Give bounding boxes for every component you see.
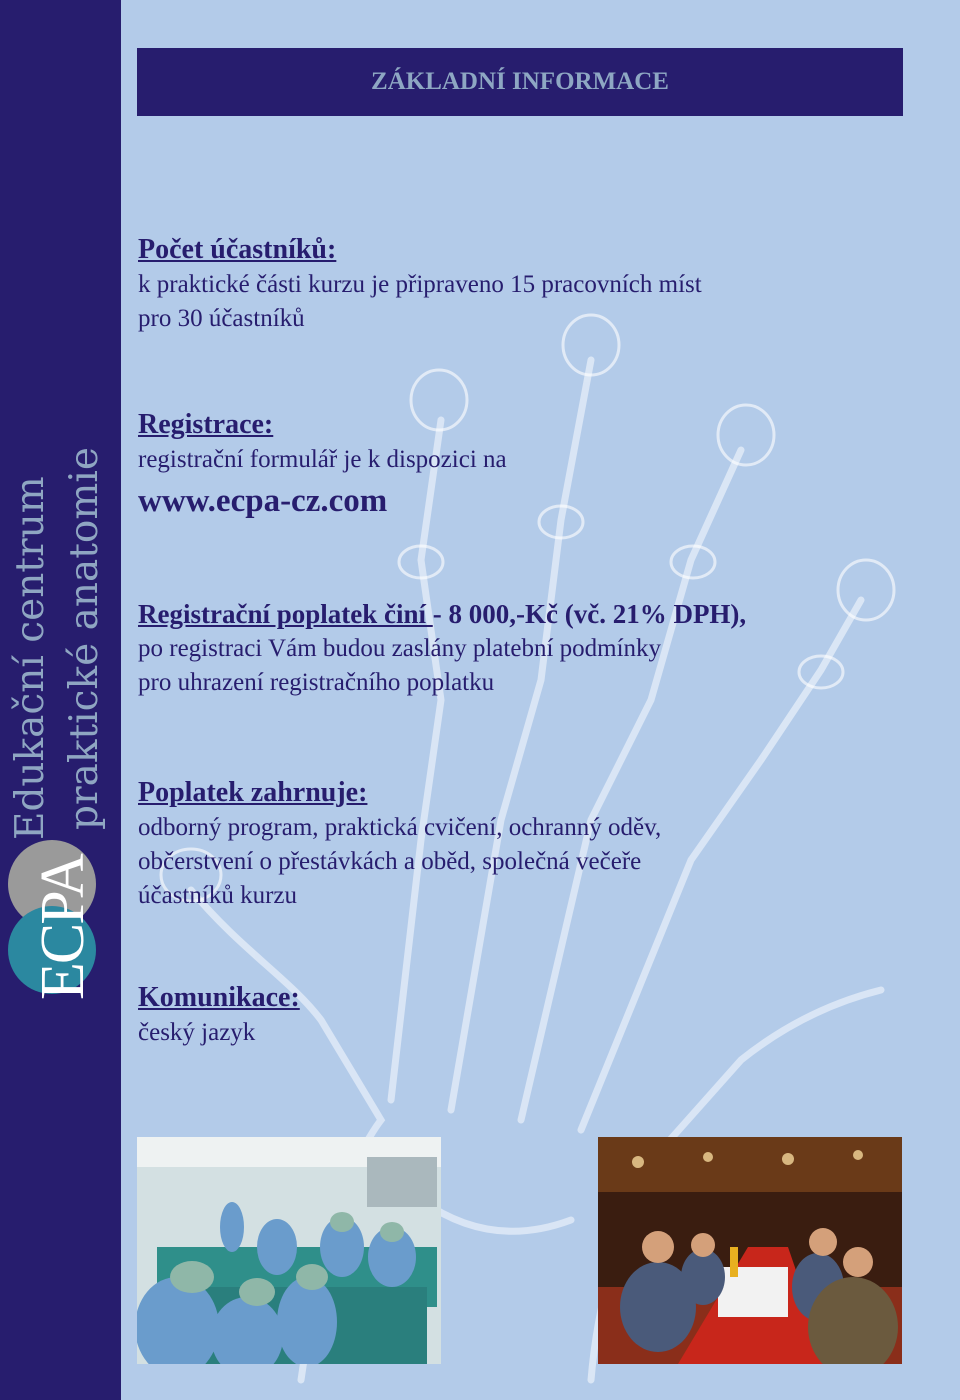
registration-line1: registrační formulář je k dispozici na bbox=[138, 446, 507, 473]
registration-url-link[interactable]: www.ecpa-cz.com bbox=[138, 483, 388, 519]
participants-section bbox=[138, 232, 702, 336]
header-bar bbox=[137, 48, 903, 116]
includes-line3: účastníků kurzu bbox=[138, 882, 297, 909]
includes-section bbox=[138, 775, 661, 913]
fee-section bbox=[138, 596, 746, 700]
communication-heading: Komunikace: bbox=[138, 982, 300, 1013]
sidebar-title-line1: Edukační centrum bbox=[8, 476, 53, 840]
workshop-photo bbox=[137, 1137, 441, 1364]
participants-heading: Počet účastníků: bbox=[138, 234, 337, 265]
includes-line1: odborný program, praktická cvičení, ochranný oděv, bbox=[138, 814, 662, 841]
registration-section bbox=[138, 407, 507, 523]
registration-heading: Registrace: bbox=[138, 409, 274, 440]
fee-heading: Registrační poplatek činí bbox=[138, 599, 433, 629]
ecpa-logo: ECPA bbox=[29, 855, 97, 1000]
includes-heading: Poplatek zahrnuje: bbox=[138, 777, 368, 808]
fee-line1: po registraci Vám budou zaslány platební podmínky bbox=[138, 635, 662, 662]
page-title: ZÁKLADNÍ INFORMACE bbox=[371, 68, 669, 95]
fee-heading-row bbox=[138, 596, 746, 632]
participants-line1: k praktické části kurzu je připraveno 15 pracovních míst bbox=[138, 271, 702, 298]
includes-line2: občerstvení o přestávkách a oběd, společná večeře bbox=[138, 848, 642, 875]
communication-section bbox=[138, 980, 300, 1050]
dinner-photo bbox=[598, 1137, 902, 1364]
fee-amount: - 8 000,-Kč (vč. 21% DPH), bbox=[432, 599, 747, 629]
sidebar-title-line2: praktické anatomie bbox=[62, 447, 107, 830]
participants-line2: pro 30 účastníků bbox=[138, 305, 305, 332]
communication-line1: český jazyk bbox=[138, 1019, 256, 1046]
fee-line2: pro uhrazení registračního poplatku bbox=[138, 669, 495, 696]
